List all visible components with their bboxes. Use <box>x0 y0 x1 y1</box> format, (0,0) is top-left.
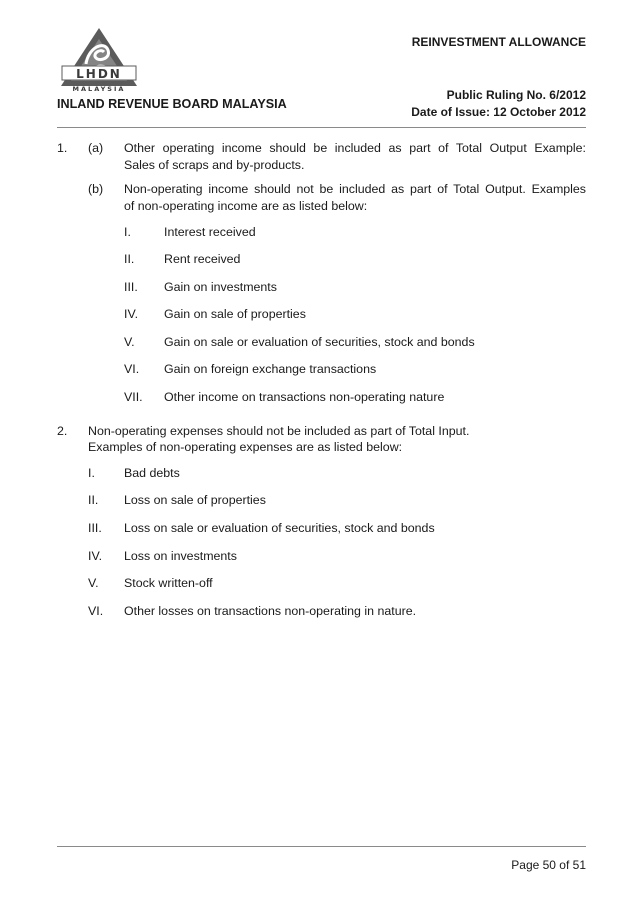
item-numeral: I. <box>124 225 131 239</box>
paragraph-line: Sales of scraps and by-products. <box>124 158 305 172</box>
item-numeral: I. <box>88 466 95 480</box>
header-divider <box>57 127 586 128</box>
list-item: Bad debts <box>124 466 180 480</box>
section-number: 1. <box>57 141 68 155</box>
organisation-name: INLAND REVENUE BOARD MALAYSIA <box>57 97 287 111</box>
list-item: Loss on sale of properties <box>124 493 266 507</box>
list-item: Stock written-off <box>124 576 213 590</box>
list-item: Other income on transactions non-operating nature <box>164 390 445 404</box>
list-item: Gain on foreign exchange transactions <box>164 362 377 376</box>
item-numeral: IV. <box>88 549 103 563</box>
sub-label: (a) <box>88 141 104 155</box>
ruling-info <box>411 87 586 121</box>
item-numeral: V. <box>124 335 135 349</box>
paragraph-line: Other operating income should be included as part of Total Output Example: <box>124 141 586 155</box>
item-numeral: II. <box>124 252 135 266</box>
item-numeral: V. <box>88 576 99 590</box>
list-item: Gain on sale or evaluation of securities, stock and bonds <box>164 335 475 349</box>
logo-subtext: MALAYSIA <box>72 85 126 93</box>
lhdn-logo <box>56 24 142 94</box>
item-numeral: VI. <box>88 604 104 618</box>
item-numeral: III. <box>88 521 102 535</box>
list-item: Interest received <box>164 225 256 239</box>
item-numeral: IV. <box>124 307 139 321</box>
list-item: Gain on sale of properties <box>164 307 306 321</box>
list-item: Gain on investments <box>164 280 277 294</box>
section-number: 2. <box>57 424 68 438</box>
logo-text: LHDN <box>76 67 122 81</box>
list-item: Rent received <box>164 252 241 266</box>
page-number: Page 50 of 51 <box>511 858 586 872</box>
list-item: Loss on investments <box>124 549 237 563</box>
list-item: Other losses on transactions non-operating in nature. <box>124 604 417 618</box>
paragraph-line: of non-operating income are as listed below: <box>124 199 368 213</box>
document-title: REINVESTMENT ALLOWANCE <box>411 35 586 49</box>
item-numeral: VII. <box>124 390 143 404</box>
item-numeral: II. <box>88 493 99 507</box>
item-numeral: VI. <box>124 362 140 376</box>
footer-divider <box>57 846 586 847</box>
paragraph-line: Examples of non-operating expenses are as listed below: <box>88 440 403 454</box>
paragraph-line: Non-operating income should not be included as part of Total Output. Examples <box>124 182 586 196</box>
list-item: Loss on sale or evaluation of securities, stock and bonds <box>124 521 435 535</box>
item-numeral: III. <box>124 280 138 294</box>
issue-date: Date of Issue: 12 October 2012 <box>411 105 586 119</box>
sub-label: (b) <box>88 182 104 196</box>
paragraph-line: Non-operating expenses should not be included as part of Total Input. <box>88 424 470 438</box>
ruling-number: Public Ruling No. 6/2012 <box>446 88 586 102</box>
